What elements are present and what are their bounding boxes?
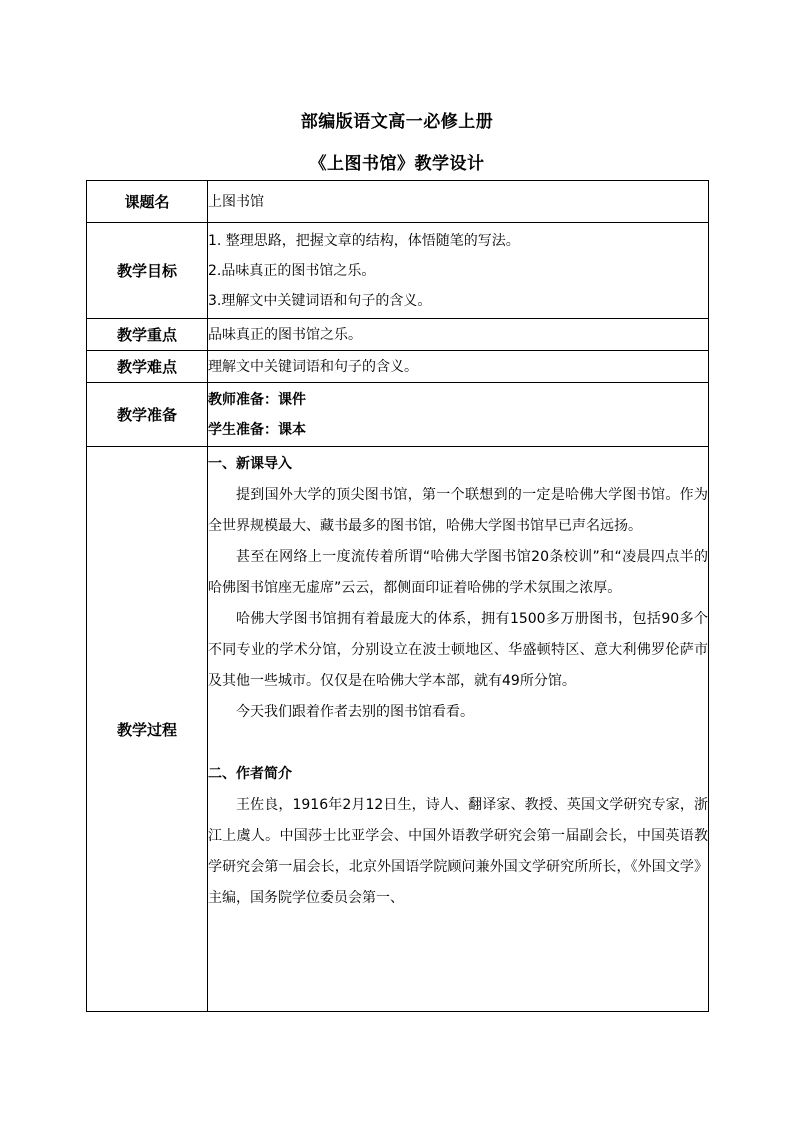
document-subtitle: 《上图书馆》教学设计: [309, 154, 485, 174]
key-point-value: [208, 319, 709, 351]
table-row-process: [87, 447, 709, 1012]
document-title: 部编版语文高一必修上册: [300, 112, 494, 132]
goal-item-2: 2.品味真正的图书馆之乐。: [208, 262, 376, 279]
key-point-label: 教学重点: [87, 319, 208, 351]
table-row-goals: [87, 223, 709, 319]
difficulty-text: 理解文中关键词语和句子的含义。: [208, 358, 418, 375]
intro-paragraph-2: 甚至在网络上一度流传着所谓“哈佛大学图书馆20条校训”和“凌晨四点半的哈佛图书馆座无虚席”云云，都侧面印证着哈佛的学术氛围之浓厚。: [208, 549, 708, 596]
topic-text: 上图书馆: [208, 193, 264, 210]
student-preparation: 学生准备：课本: [208, 421, 306, 438]
spacer: [208, 728, 708, 759]
preparation-value: [208, 383, 709, 447]
author-paragraph-1: 王佐良，1916年2月12日生，诗人、翻译家、教授、英国文学研究专家，浙江上虞人。中国莎士比亚学会、中国外语教学研究会第一届副会长，中国英语教学研究会第一届会长，北京外国语学院顾问兼外国文学研究所所长，《外国文学》主编，国务院学位委员会第一、: [208, 797, 708, 906]
key-point-text: 品味真正的图书馆之乐。: [208, 326, 362, 343]
process-value: [208, 447, 709, 1012]
intro-paragraph-1: 提到国外大学的顶尖图书馆，第一个联想到的一定是哈佛大学图书馆。作为全世界规模最大、藏书最多的图书馆，哈佛大学图书馆早已声名远扬。: [208, 487, 708, 534]
goal-item-1: 1. 整理思路，把握文章的结构，体悟随笔的写法。: [208, 232, 520, 249]
table-row-topic: [87, 181, 709, 223]
section-heading-author: 二、作者简介: [208, 766, 292, 782]
table-row-difficulty: [87, 351, 709, 383]
process-label: 教学过程: [87, 447, 208, 1012]
teacher-preparation: 教师准备：课件: [208, 391, 306, 408]
goals-value: [208, 223, 709, 319]
goal-item-3: 3.理解文中关键词语和句子的含义。: [208, 292, 432, 309]
lesson-plan-table: [86, 180, 709, 1012]
topic-label: 课题名: [87, 181, 208, 223]
intro-paragraph-3: 哈佛大学图书馆拥有着最庞大的体系，拥有1500多万册图书，包括90多个不同专业的学术分馆，分别设立在波士顿地区、华盛顿特区、意大利佛罗伦萨市及其他一些城市。仅仅是在哈佛大学本部，就有49所分馆。: [208, 611, 708, 689]
table-row-preparation: [87, 383, 709, 447]
topic-value: [208, 181, 709, 223]
goals-label: 教学目标: [87, 223, 208, 319]
preparation-label: 教学准备: [87, 383, 208, 447]
difficulty-value: [208, 351, 709, 383]
difficulty-label: 教学难点: [87, 351, 208, 383]
table-row-key-point: [87, 319, 709, 351]
section-heading-intro: 一、新课导入: [208, 456, 292, 472]
intro-paragraph-4: 今天我们跟着作者去别的图书馆看看。: [236, 704, 474, 720]
